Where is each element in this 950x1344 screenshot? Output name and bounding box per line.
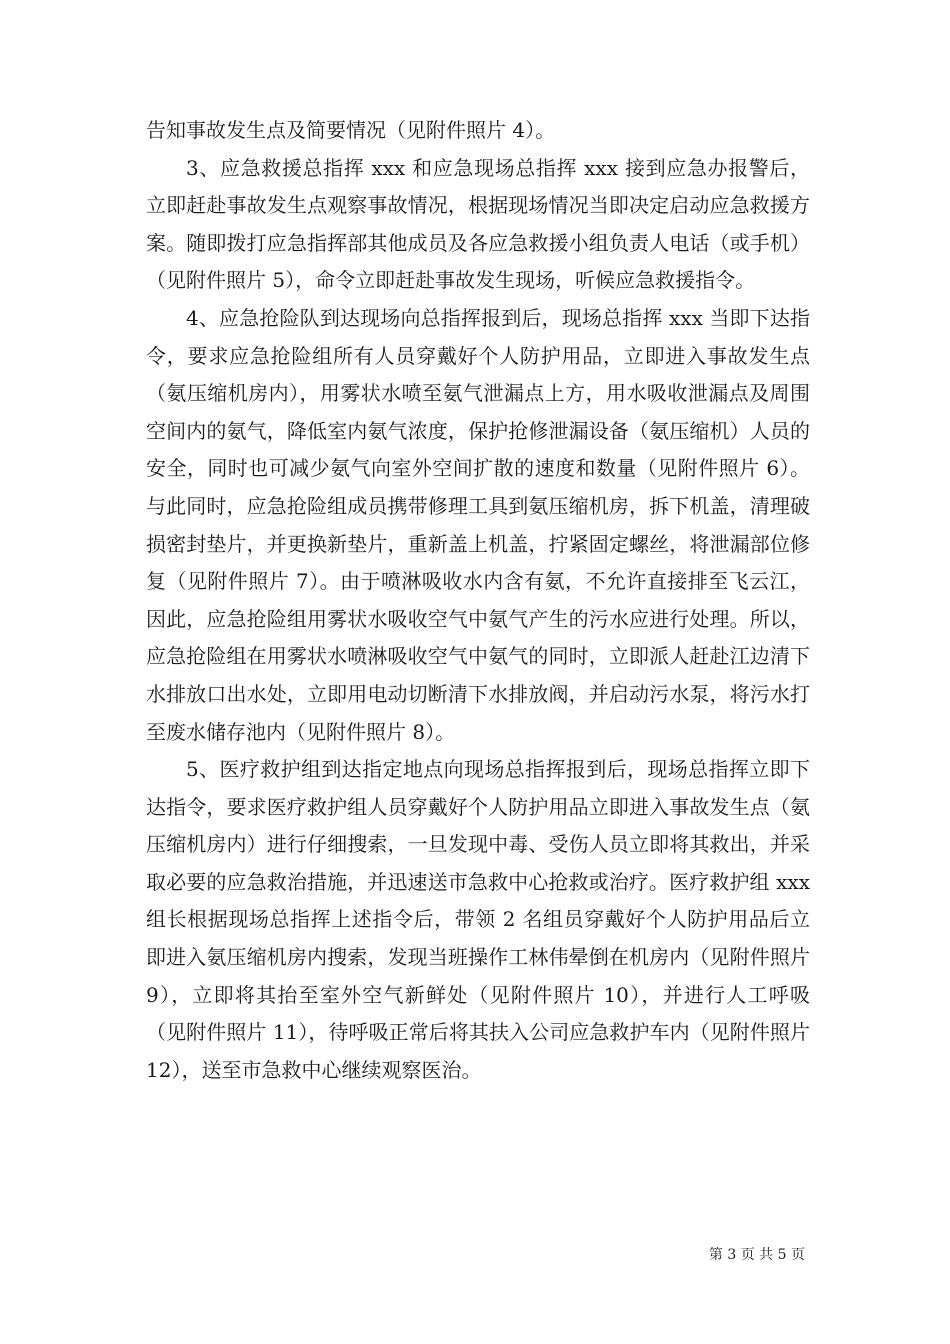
page-number-footer: 第 3 页 共 5 页: [708, 1247, 805, 1263]
paragraph-item-3: 3、应急救援总指挥 xxx 和应急现场总指挥 xxx 接到应急办报警后，立即赶赴事故发生点观察事故情况，根据现场情况当即决定启动应急救援方案。随即拨打应急指挥部其他成员及各应急救援小组负责人电话（或手机）（见附件照片 5），命令立即赶赴事故发生现场，听候应急救援指令。: [146, 155, 810, 293]
document-body: [146, 112, 810, 1089]
paragraph-item-4: 4、应急抢险队到达现场向总指挥报到后，现场总指挥 xxx 当即下达指令，要求应急抢险组所有人员穿戴好个人防护用品，立即进入事故发生点（氨压缩机房内），用雾状水喷至氨气泄漏点上方，用水吸收泄漏点及周围空间内的氨气，降低室内氨气浓度，保护抢修泄漏设备（氨压缩机）人员的安全，同时也可减少氨气向室外空间扩散的速度和数量（见附件照片 6）。与此同时，应急抢险组成员携带修理工具到氨压缩机房，拆下机盖，清理破损密封垫片，并更换新垫片，重新盖上机盖，拧紧固定螺丝，将泄漏部位修复（见附件照片 7）。由于喷淋吸收水内含有氨，不允许直接排至飞云江，因此，应急抢险组用雾状水吸收空气中氨气产生的污水应进行处理。所以，应急抢险组在用雾状水喷淋吸收空气中氨气的同时，立即派人赶赴江边清下水排放口出水处，立即用电动切断清下水排放阀，并启动污水泵，将污水打至废水储存池内（见附件照片 8）。: [146, 305, 810, 744]
paragraph-continuation: 告知事故发生点及简要情况（见附件照片 4）。: [146, 118, 556, 142]
paragraph-item-5: 5、医疗救护组到达指定地点向现场总指挥报到后，现场总指挥立即下达指令，要求医疗救护组人员穿戴好个人防护用品立即进入事故发生点（氨压缩机房内）进行仔细搜索，一旦发现中毒、受伤人员立即将其救出，并采取必要的应急救治措施，并迅速送市急救中心抢救或治疗。医疗救护组 xxx 组长根据现场总指挥上述指令后，带领 2 名组员穿戴好个人防护用品后立即进入氨压缩机房内搜索，发现当班操作工林伟晕倒在机房内（见附件照片 9），立即将其抬至室外空气新鲜处（见附件照片 10），并进行人工呼吸（见附件照片 11），待呼吸正常后将其扶入公司应急救护车内（见附件照片 12），送至市急救中心继续观察医治。: [146, 757, 810, 1082]
